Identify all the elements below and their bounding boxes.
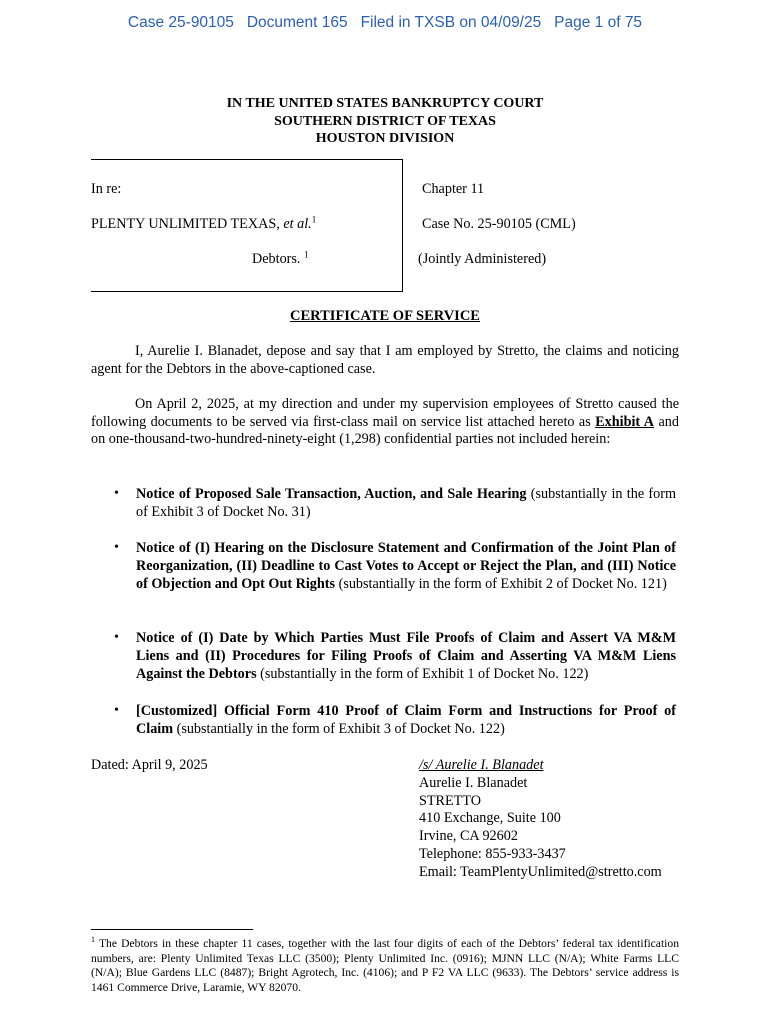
- caption-divider: [402, 159, 403, 292]
- bullet-marker: •: [114, 630, 119, 645]
- caption-bottom-rule: [91, 291, 402, 292]
- exhibit-a-reference: Exhibit A: [595, 413, 655, 430]
- caption-in-re: In re:: [91, 181, 122, 197]
- served-document-item: Notice of (I) Hearing on the Disclosure Statement and Confirmation of the Joint Plan of Reorganization, (II) Deadline to Cast Votes to Accept or Reject the Plan, and (III) Notice of Objection and Opt Out Rights (substantially in the form of Exhibit 2 of Docket No. 121): [136, 540, 676, 592]
- court-district: SOUTHERN DISTRICT OF TEXAS: [274, 113, 496, 129]
- signer-company: STRETTO: [419, 792, 482, 809]
- footnote-separator: [91, 929, 253, 930]
- signature-line: /s/ Aurelie I. Blanadet: [419, 757, 544, 773]
- bullet-marker: •: [114, 540, 119, 555]
- court-division: HOUSTON DIVISION: [315, 131, 455, 146]
- caption-top-rule: [91, 159, 402, 160]
- signer-name: Aurelie I. Blanadet: [419, 774, 528, 791]
- served-document-item: Notice of Proposed Sale Transaction, Auction, and Sale Hearing (substantially in the form of Exhibit 3 of Docket No. 31): [136, 486, 676, 520]
- bullet-marker: •: [114, 486, 119, 501]
- caption-debtors-label: Debtors. $^1$: [252, 249, 309, 267]
- court-heading: [0, 95, 770, 148]
- bullet-marker: •: [114, 703, 119, 718]
- caption-jointly-administered: (Jointly Administered): [418, 251, 547, 267]
- signer-email: Email: TeamPlentyUnlimited@stretto.com: [419, 863, 662, 880]
- court-name: IN THE UNITED STATES BANKRUPTCY COURT: [226, 96, 544, 111]
- signer-telephone: Telephone: 855-933-3437: [419, 845, 566, 862]
- document-title: CERTIFICATE OF SERVICE: [290, 308, 480, 324]
- filing-header-banner: Case 25-90105 Document 165 Filed in TXSB on 04/09/25 Page 1 of 75: [127, 14, 643, 31]
- served-document-item: Notice of (I) Date by Which Parties Must File Proofs of Claim and Assert VA M&M Liens and (II) Procedures for Filing Proofs of Claim and Asserting VA M&M Liens Against the Debtors (substantially in the form of Exhibit 1 of Docket No. 122): [136, 630, 676, 682]
- footnote: $^1$ The Debtors in these chapter 11 cases, together with the last four digits of each of the Debtors’ federal tax identification numbers, are: Plenty Unlimited Texas LLC (3500); Plenty Unlimited Inc. (0916); MJNN LLC (N/A); White Farms LLC (N/A); Blue Gardens LLC (8487); Bright Agrotech, Inc. (4106); and P F2 VA LLC (9633). The Debtors’ service address is 1461 Commerce Drive, Laramie, WY 82070.: [91, 935, 679, 994]
- signature-block: [419, 757, 662, 882]
- caption-case-number: Case No. 25-90105 (CML): [422, 216, 576, 232]
- paragraph-declarant: I, Aurelie I. Blanadet, depose and say that I am employed by Stretto, the claims and noticing agent for the Debtors in the above-captioned case.: [91, 343, 679, 377]
- footnote-number: 1: [91, 935, 95, 945]
- caption-chapter: Chapter 11: [422, 181, 485, 197]
- footnote-reference: 1: [304, 249, 309, 260]
- caption-debtor-name: PLENTY UNLIMITED TEXAS, et al.$^1$: [91, 214, 317, 232]
- signer-address-line1: 410 Exchange, Suite 100: [419, 810, 561, 827]
- dated-line: Dated: April 9, 2025: [91, 757, 208, 773]
- paragraph-service: On April 2, 2025, at my direction and under my supervision employees of Stretto caused the following documents to be served via first-class mail on service list attached hereto as Exhibit A and on one-thousand-two-hundred-ninety-eight (1,298) confidential parties not included herein:: [91, 396, 679, 447]
- footnote-reference: 1: [311, 214, 317, 225]
- signer-address-line2: Irvine, CA 92602: [419, 828, 518, 845]
- served-document-item: [Customized] Official Form 410 Proof of Claim Form and Instructions for Proof of Claim (substantially in the form of Exhibit 3 of Docket No. 122): [136, 703, 676, 737]
